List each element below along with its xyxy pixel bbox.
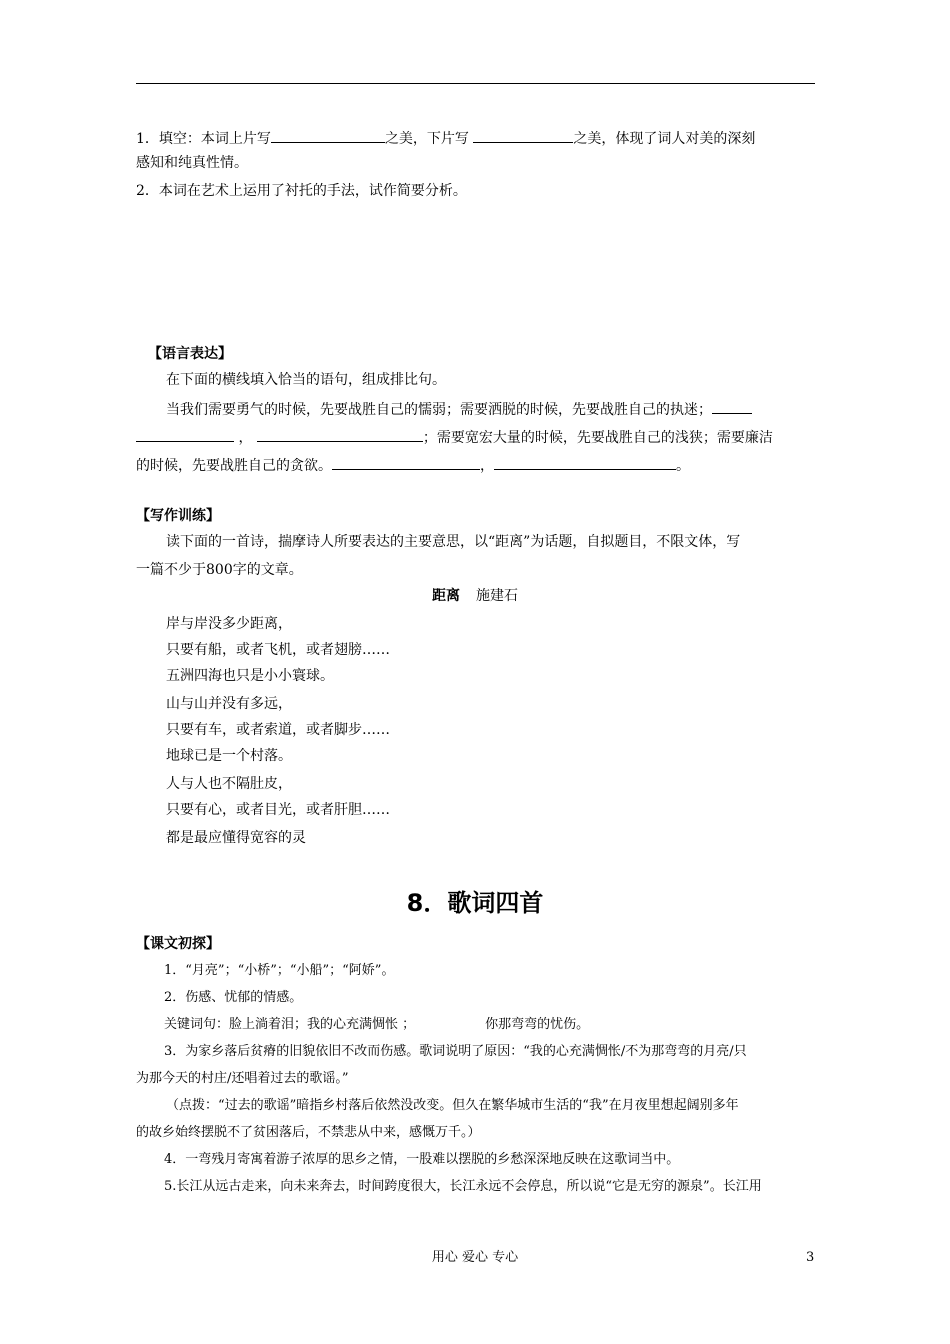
question-1 [136,127,815,149]
lang-line-2 [136,426,815,448]
section-title: 8．歌词四首 [406,889,544,917]
lang-comma-2: ， [480,458,494,474]
note-2: 的故乡始终摆脱不了贫困落后，不禁悲从中来，感慨万千。） [136,1125,481,1140]
question-1-cont: 感知和纯真性情。 [136,155,248,171]
page-number: 3 [806,1250,815,1265]
q1-text-b: 之美，下片写 [384,131,474,147]
lang-blank-3[interactable] [332,454,480,470]
answer-3-cont: 为那今天的村庄/还唱着过去的歌谣。” [136,1071,349,1086]
poem-heading [0,586,950,606]
lang-line-1-text: 当我们需要勇气的时候，先要战胜自己的懦弱；需要洒脱的时候，先要战胜自己的执迷； [166,402,712,418]
q1-text-c: 之美，体现了词人对美的深刻 [573,131,756,147]
lang-blank-1b[interactable] [136,426,234,442]
lang-line-2-text: ；需要宽宏大量的时候，先要战胜自己的浅狭；需要廉洁 [422,430,773,446]
poem-line: 只要有船，或者飞机，或者翅膀…… [166,642,390,658]
poem-line: 地球已是一个村落。 [166,748,292,764]
q1-blank-1[interactable] [271,127,385,143]
poem-line: 都是最应懂得宽容的灵 [166,830,306,846]
lang-comma-1: ， [234,430,253,446]
lang-period: 。 [676,458,690,474]
answer-4: 4．一弯残月寄寓着游子浓厚的思乡之情，一股难以摆脱的乡愁深深地反映在这歌词当中。 [164,1152,680,1167]
note-1: （点拨：“过去的歌谣”暗指乡村落后依然没改变。但久在繁华城市生活的“我”在月夜里想起阔别多年 [166,1098,739,1113]
lang-line-3 [136,454,815,476]
question-2: 2．本词在艺术上运用了衬托的手法，试作简要分析。 [136,183,467,199]
lang-heading: 【语言表达】 [148,346,232,362]
writing-heading: 【写作训练】 [136,508,220,524]
poem-author: 施建石 [476,588,518,604]
key-phrases-b: 你那弯弯的忧伤。 [485,1017,590,1032]
key-phrases [164,1015,843,1035]
poem-line: 山与山并没有多远， [166,696,292,712]
footer-text: 用心 爱心 专心 [431,1250,519,1265]
q1-blank-2[interactable] [473,127,573,143]
writing-para-2: 一篇不少于800字的文章。 [136,562,303,578]
poem-line: 只要有车，或者索道，或者脚步…… [166,722,390,738]
lang-blank-2[interactable] [257,426,423,442]
answer-2: 2．伤感、忧郁的情感。 [164,990,303,1005]
poem-line: 人与人也不隔肚皮， [166,776,292,792]
poem-title: 距离 [432,588,460,604]
answer-1: 1．“月亮”；“小桥”；“小船”；“阿娇”。 [164,963,395,978]
poem-line: 岸与岸没多少距离， [166,616,292,632]
lang-line-1 [166,398,815,420]
lang-instruction: 在下面的横线填入恰当的语句，组成排比句。 [166,372,446,388]
key-phrases-a: 关键词句：脸上淌着泪；我的心充满惆怅 ； [164,1017,416,1032]
lang-blank-4[interactable] [494,454,676,470]
header-rule [136,83,815,84]
lang-line-3-text: 的时候，先要战胜自己的贪欲。 [136,458,332,474]
q1-text-a: 1．填空：本词上片写 [136,131,271,147]
section-heading: 【课文初探】 [136,936,220,952]
lang-blank-1[interactable] [712,398,752,414]
writing-para-1: 读下面的一首诗，揣摩诗人所要表达的主要意思，以“距离”为话题，自拟题目，不限文体，写 [166,534,741,550]
answer-5: 5.长江从远古走来，向未来奔去，时间跨度很大，长江永远不会停息，所以说“它是无穷的源泉”。长江用 [164,1179,762,1194]
poem-line: 只要有心，或者目光，或者肝胆…… [166,802,390,818]
poem-line: 五洲四海也只是小小寰球。 [166,668,334,684]
answer-3: 3．为家乡落后贫瘠的旧貌依旧不改而伤感。歌词说明了原因：“我的心充满惆怅/不为那弯弯的月亮/只 [164,1044,747,1059]
